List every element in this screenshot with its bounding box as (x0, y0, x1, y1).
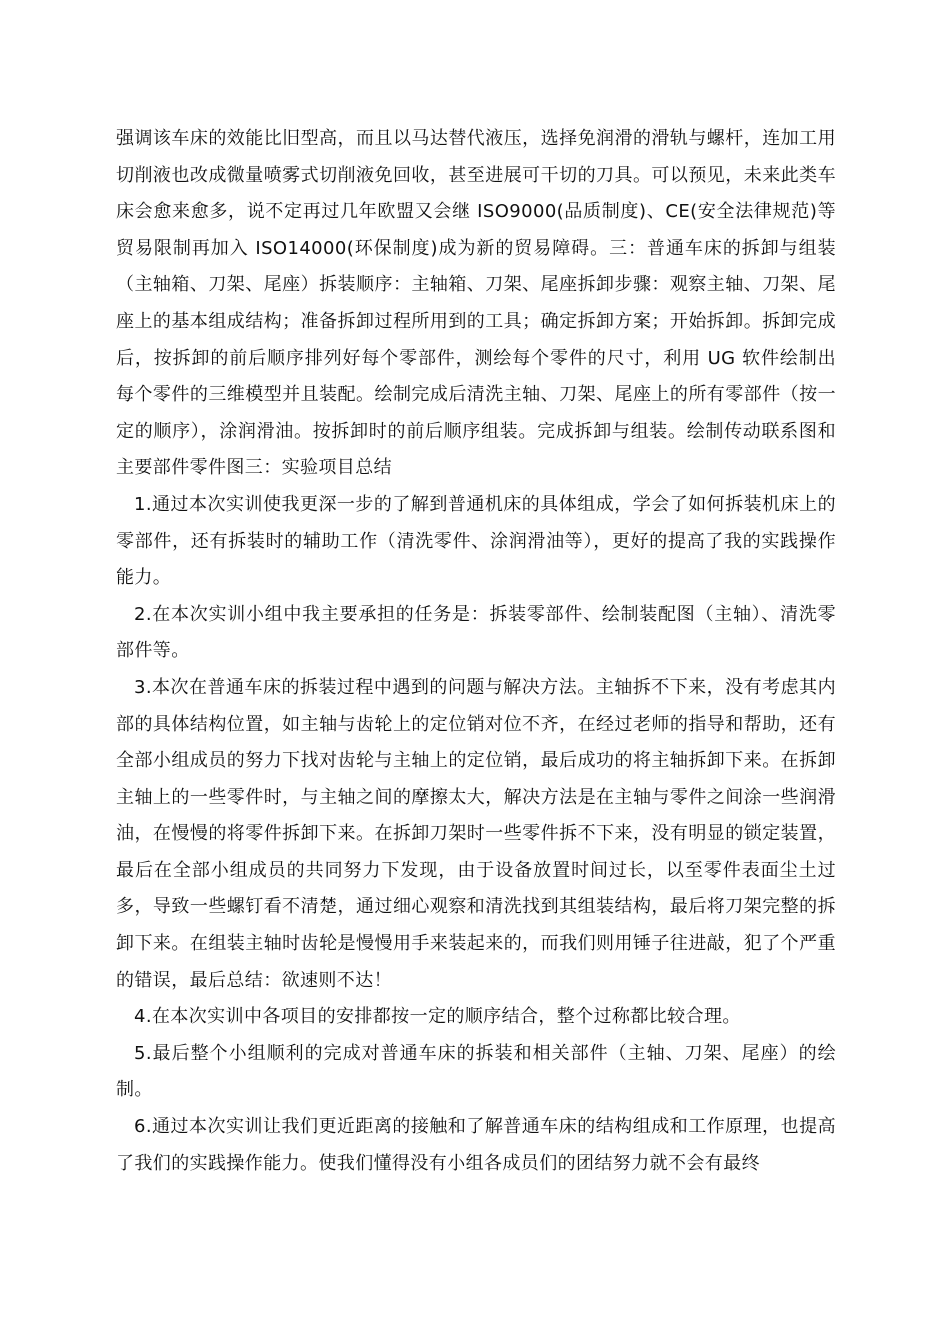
summary-item-4: 4.在本次实训中各项目的安排都按一定的顺序结合，整个过称都比较合理。 (134, 1006, 741, 1028)
document-page (116, 121, 836, 1182)
summary-item-6: 6.通过本次实训让我们更近距离的接触和了解普通车床的结构组成和工作原理，也提高了我们的实践操作能力。使我们懂得没有小组各成员们的团结努力就不会有最终 (116, 1116, 836, 1174)
summary-item-3: 3.本次在普通车床的拆装过程中遇到的问题与解决方法。主轴拆不下来，没有考虑其内部的具体结构位置，如主轴与齿轮上的定位销对位不齐，在经过老师的指导和帮助，还有全部小组成员的努力下找对齿轮与主轴上的定位销，最后成功的将主轴拆卸下来。在拆卸主轴上的一些零件时，与主轴之间的摩擦太大，解决方法是在主轴与零件之间涂一些润滑油，在慢慢的将零件拆卸下来。在拆卸刀架时一些零件拆不下来，没有明显的锁定装置，最后在全部小组成员的共同努力下发现，由于设备放置时间过长，以至零件表面尘土过多，导致一些螺钉看不清楚，通过细心观察和清洗找到其组装结构，最后将刀架完整的拆卸下来。在组装主轴时齿轮是慢慢用手来装起来的，而我们则用锤子往进敲，犯了个严重的错误，最后总结：欲速则不达！ (116, 676, 836, 991)
summary-item-5: 5.最后整个小组顺利的完成对普通车床的拆装和相关部件（主轴、刀架、尾座）的绘制。 (116, 1042, 836, 1101)
body-paragraph: 强调该车床的效能比旧型高，而且以马达替代液压，选择免润滑的滑轨与螺杆，连加工用切削液也改成微量喷雾式切削液免回收，甚至进展可干切的刀具。可以预见，未来此类车床会愈来愈多，说不定再过几年欧盟又会继 ISO9000(品质制度)、CE(安全法律规范)等贸易限制再加入 ISO14000(环保制度)成为新的贸易障碍。三：普通车床的拆卸与组装（主轴箱、刀架、尾座）拆装顺序：主轴箱、刀架、尾座拆卸步骤：观察主轴、刀架、尾座上的基本组成结构；准备拆卸过程所用到的工具；确定拆卸方案；开始拆卸。拆卸完成后，按拆卸的前后顺序排列好每个零部件，测绘每个零件的尺寸，利用 UG 软件绘制出每个零件的三维模型并且装配。绘制完成后清洗主轴、刀架、尾座上的所有零部件（按一定的顺序），涂润滑油。按拆卸时的前后顺序组装。完成拆卸与组装。绘制传动联系图和主要部件零件图三：实验项目总结 (116, 128, 836, 479)
summary-item-2: 2.在本次实训小组中我主要承担的任务是：拆装零部件、绘制装配图（主轴）、清洗零部件等。 (116, 603, 836, 662)
summary-item-1: 1.通过本次实训使我更深一步的了解到普通机床的具体组成，学会了如何拆装机床上的零部件，还有拆装时的辅助工作（清洗零件、涂润滑油等），更好的提高了我的实践操作能力。 (116, 493, 836, 589)
